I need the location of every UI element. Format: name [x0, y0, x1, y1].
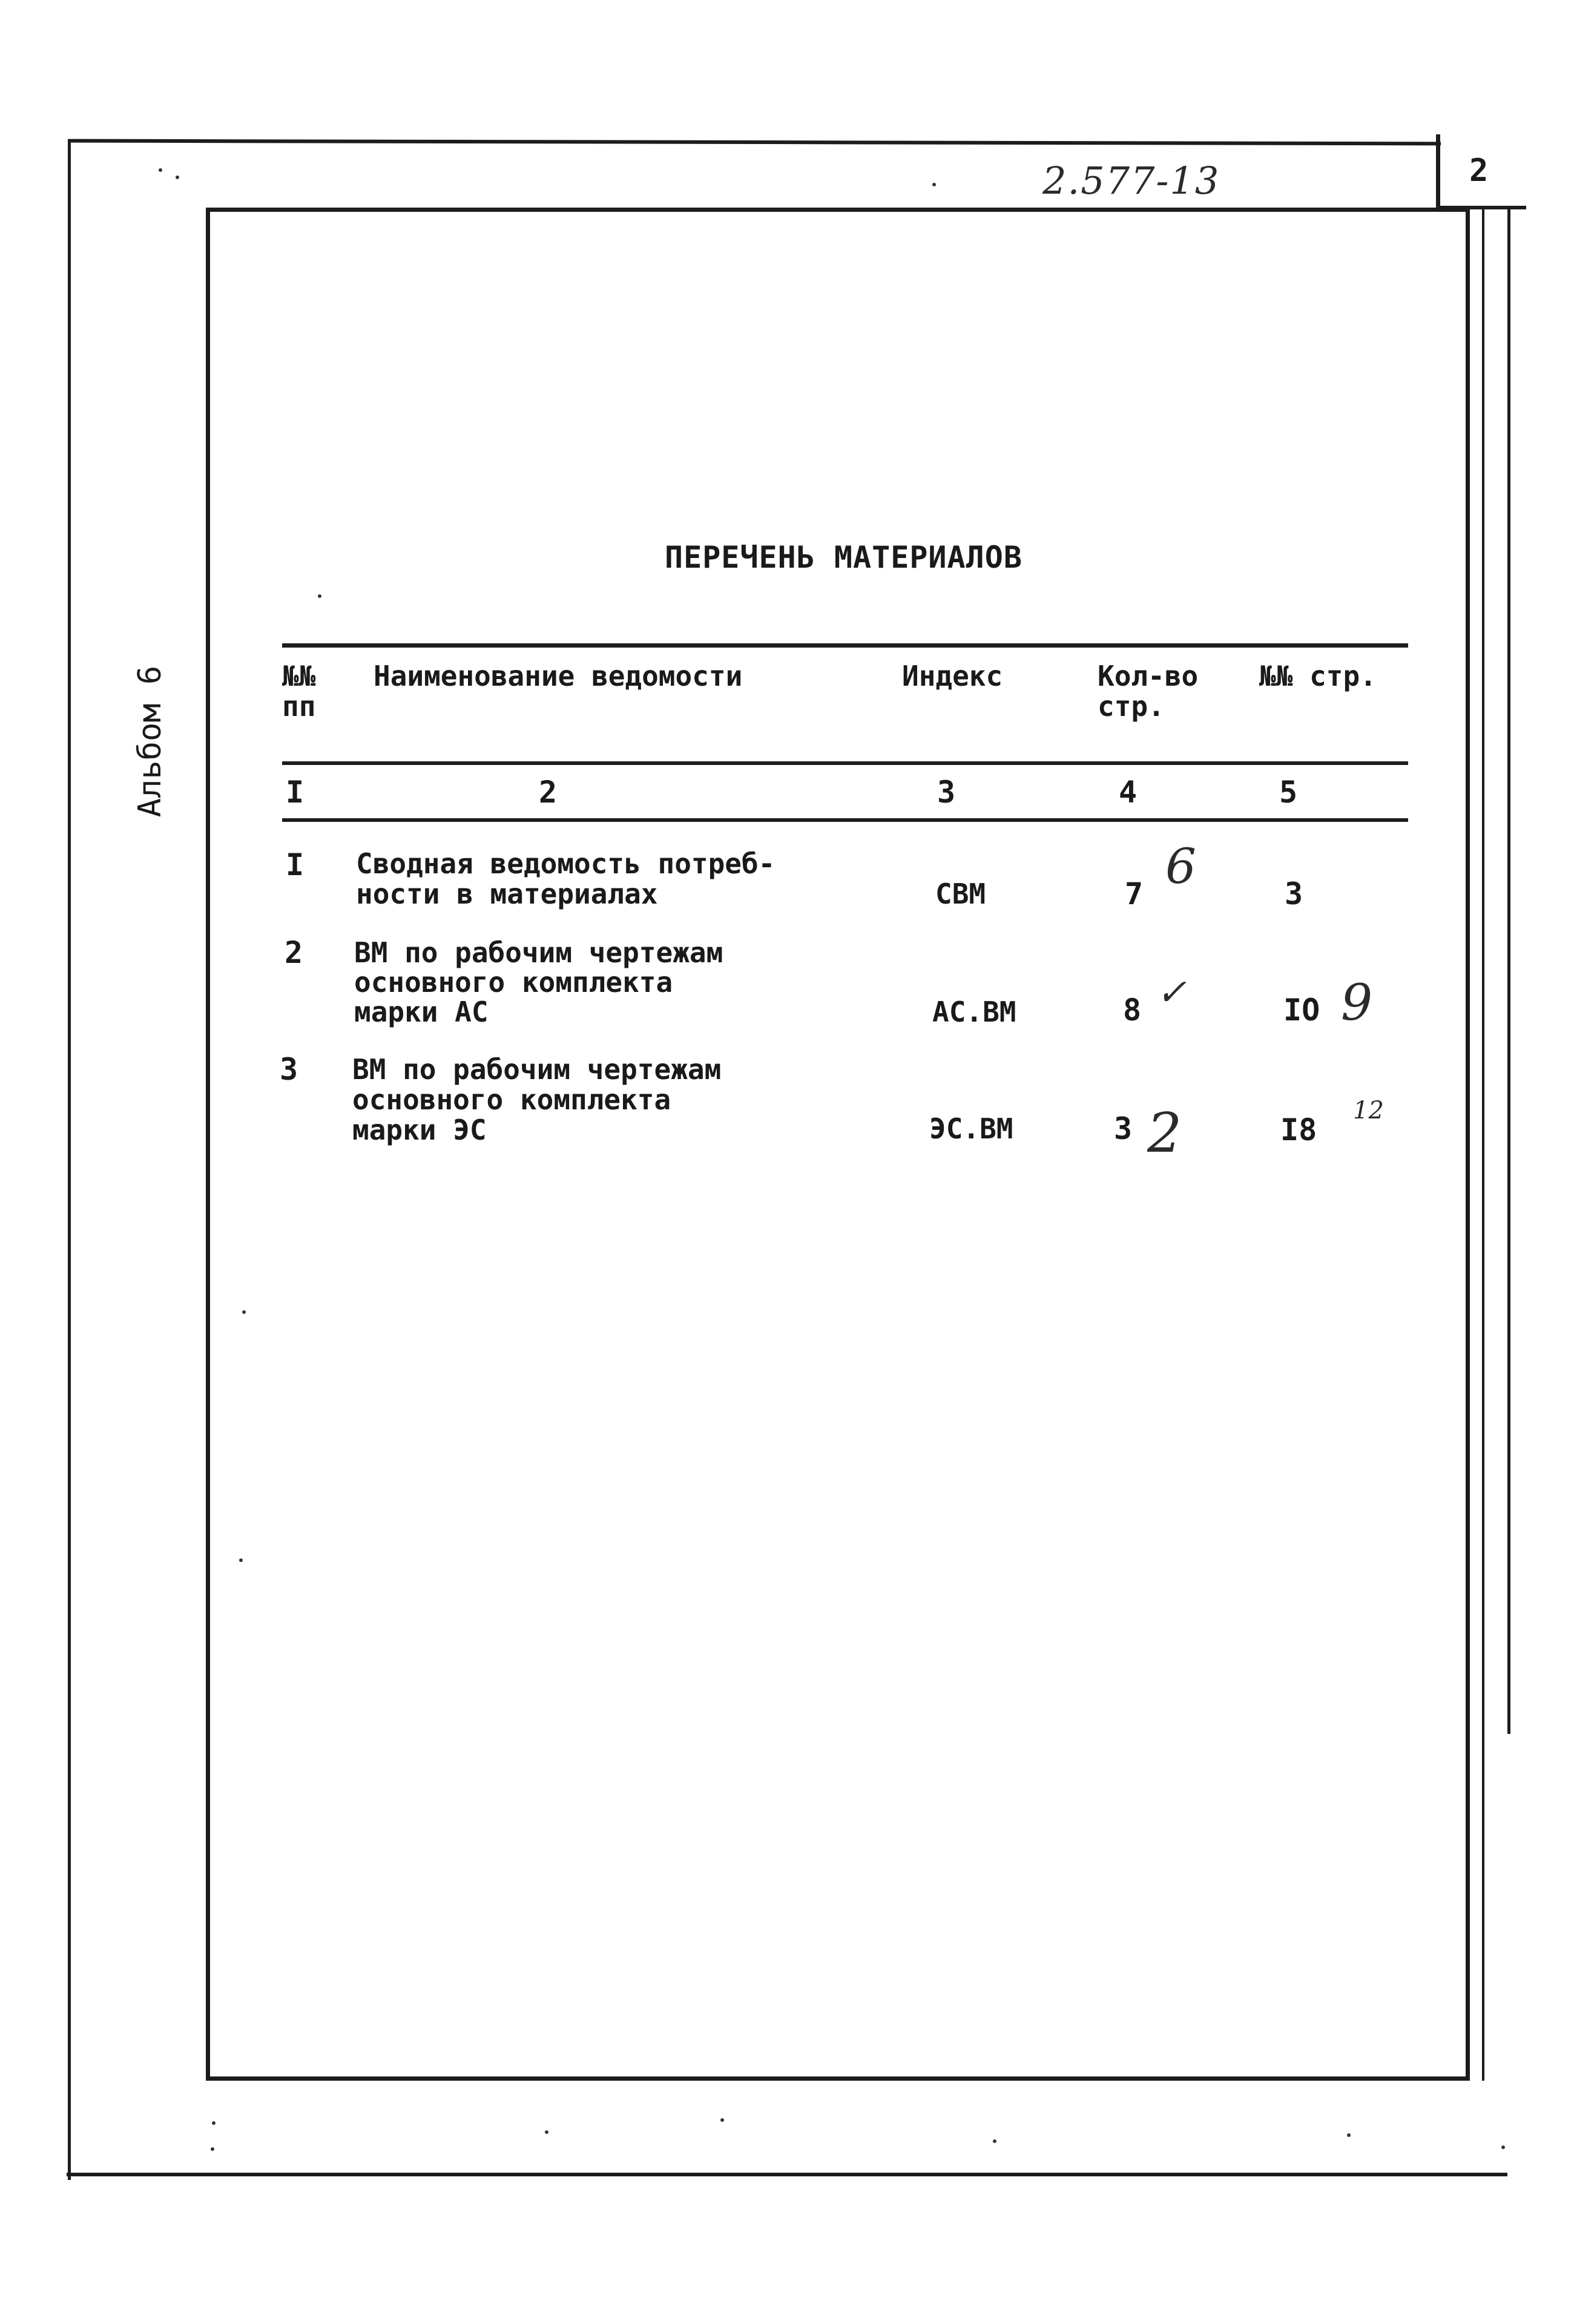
header-col-count-line1: Кол-во: [1098, 660, 1199, 692]
table-top-rule: [282, 643, 1408, 648]
table-row-1-page: 3: [1285, 876, 1303, 911]
table-row-3-page-handwritten: 12: [1353, 1097, 1384, 1124]
scan-speck: [932, 183, 936, 186]
table-row-2-name-line3: марки АС: [354, 996, 489, 1028]
table-row-2-name-line2: основного комплекта: [354, 966, 673, 999]
header-col-name: Наименование ведомости: [374, 660, 743, 692]
scan-speck: [239, 1558, 243, 1562]
table-row-2-page-handwritten: 9: [1341, 974, 1373, 1032]
column-number-2: 2: [539, 775, 558, 810]
table-row-2-count-checkmark: ✓: [1156, 971, 1187, 1014]
outer-frame-top: [68, 139, 1441, 146]
table-row-3-count-handwritten: 2: [1147, 1101, 1182, 1165]
table-row-3-index: ЭС.ВМ: [929, 1112, 1013, 1145]
table-row-3-name-line1: ВМ по рабочим чертежам: [352, 1053, 722, 1086]
header-col-page: №№ стр.: [1259, 660, 1377, 692]
scan-speck: [211, 2147, 214, 2151]
page-title: ПЕРЕЧЕНЬ МАТЕРИАЛОВ: [665, 540, 1022, 575]
outer-frame-left: [68, 140, 71, 2180]
sheet-number-box: [1436, 134, 1526, 209]
column-number-5: 5: [1279, 775, 1298, 810]
scan-speck: [545, 2130, 548, 2134]
header-col-number-line1: №№: [282, 660, 316, 692]
table-row-2-page: IO: [1283, 993, 1320, 1028]
column-number-3: 3: [937, 775, 956, 810]
table-row-3-count: 3: [1114, 1111, 1133, 1146]
table-row-3-name-line3: марки ЭС: [352, 1114, 487, 1146]
scan-speck: [318, 594, 321, 598]
doc-code-handwritten: 2.577-13: [1042, 159, 1220, 203]
column-number-4: 4: [1119, 775, 1138, 810]
table-row-1-count-handwritten: 6: [1165, 838, 1196, 894]
table-row-2-number: 2: [285, 935, 303, 970]
outer-frame-right-edge: [1507, 209, 1510, 1734]
scan-speck: [159, 168, 162, 172]
header-col-index: Индекс: [902, 660, 1003, 692]
table-row-1-name-line2: ности в материалах: [356, 878, 658, 910]
table-row-1-index: СВМ: [935, 878, 986, 910]
scan-speck: [1347, 2133, 1351, 2137]
table-row-2-count: 8: [1123, 993, 1142, 1028]
table-colnum-rule: [282, 818, 1408, 822]
table-row-2-index: АС.ВМ: [932, 996, 1016, 1028]
table-row-3-name-line2: основного комплекта: [352, 1083, 671, 1116]
table-row-1-number: I: [286, 847, 305, 882]
sheet-number: 2: [1469, 153, 1489, 189]
scan-speck: [176, 176, 179, 179]
table-row-3-page: I8: [1280, 1112, 1317, 1147]
table-row-2-name-line1: ВМ по рабочим чертежам: [354, 936, 723, 969]
header-col-number-line2: пп: [282, 690, 316, 723]
scan-speck: [993, 2139, 996, 2143]
outer-frame-bottom: [67, 2173, 1507, 2176]
scan-speck: [1501, 2145, 1505, 2149]
scan-speck: [720, 2118, 724, 2122]
table-header-rule: [282, 761, 1408, 765]
table-row-1-count: 7: [1125, 876, 1144, 911]
scan-speck: [242, 1310, 246, 1314]
header-col-count-line2: стр.: [1098, 690, 1165, 723]
side-label-album: Альбом 6: [132, 665, 168, 818]
column-number-1: I: [286, 775, 305, 810]
table-row-1-name-line1: Сводная ведомость потреб-: [356, 847, 775, 880]
inner-frame-right-double: [1482, 208, 1484, 2081]
table-row-3-number: 3: [280, 1052, 298, 1087]
scan-speck: [212, 2121, 216, 2125]
